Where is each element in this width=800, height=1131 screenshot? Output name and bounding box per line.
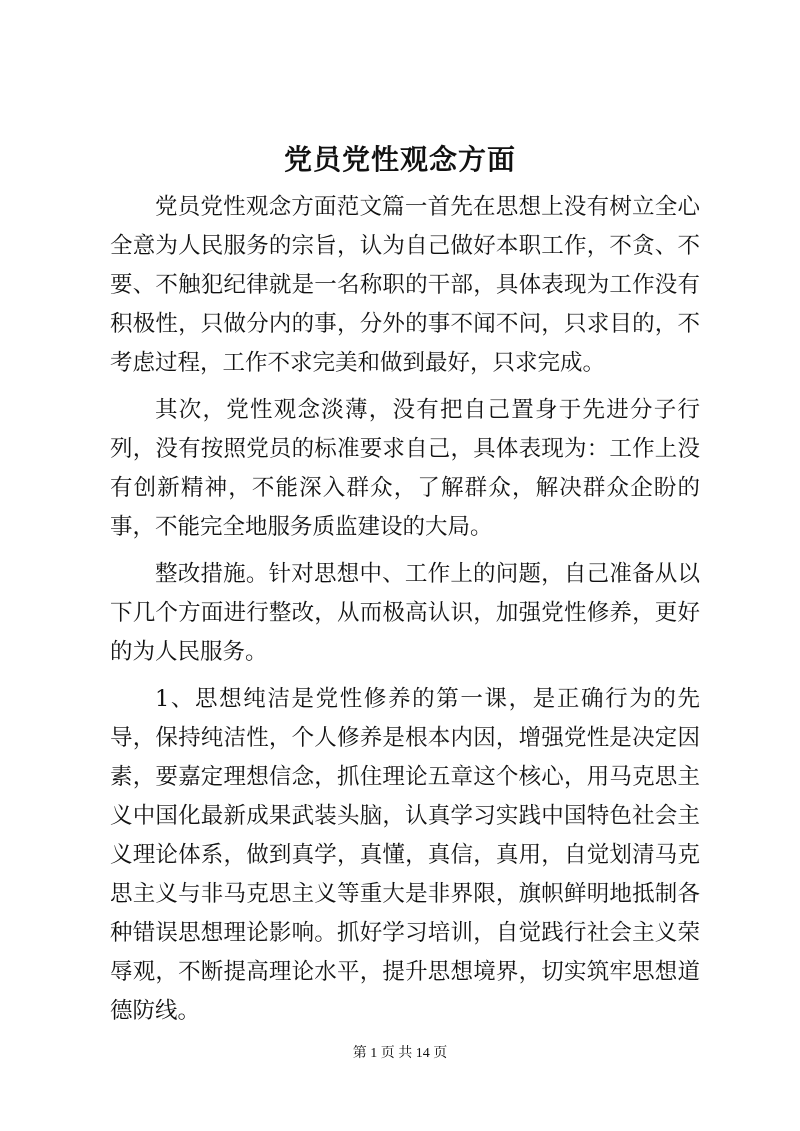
page-number-footer: 第 1 页 共 14 页 — [352, 1046, 448, 1061]
document-title: 党员党性观念方面 — [283, 143, 516, 176]
document-body — [110, 188, 700, 1039]
paragraph-4: 1、思想纯洁是党性修养的第一课，是正确行为的先导，保持纯洁性，个人修养是根本内因，增强党性是决定因素，要嘉定理想信念，抓住理论五章这个核心，用马克思主义中国化最新成果武装头脑，认真学习实践中国特色社会主义理论体系，做到真学，真懂，真信，真用，自觉划清马克思主义与非马克思主义等重大是非界限，旗帜鲜明地抵制各种错误思想理论影响。抓好学习培训，自觉践行社会主义荣辱观，不断提高理论水平，提升思想境界，切实筑牢思想道德防线。 — [110, 686, 700, 1024]
paragraph-3: 整改措施。针对思想中、工作上的问题，自己准备从以下几个方面进行整改，从而极高认识，加强党性修养，更好的为人民服务。 — [110, 561, 700, 665]
paragraph-1: 党员党性观念方面范文篇一首先在思想上没有树立全心全意为人民服务的宗旨，认为自己做好本职工作，不贪、不要、不触犯纪律就是一名称职的干部，具体表现为工作没有积极性，只做分内的事，分外的事不闻不问，只求目的，不考虑过程，工作不求完美和做到最好，只求完成。 — [110, 194, 700, 376]
paragraph-2: 其次，党性观念淡薄，没有把自己置身于先进分子行列，没有按照党员的标准要求自己，具体表现为：工作上没有创新精神，不能深入群众，了解群众，解决群众企盼的事，不能完全地服务质监建设的大局。 — [110, 397, 700, 540]
